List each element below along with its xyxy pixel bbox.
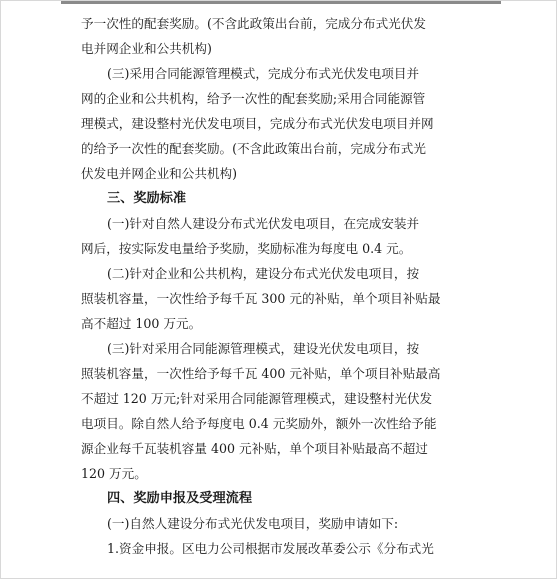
text-line: 照装机容量，一次性给予每千瓦 400 元补贴，单个项目补贴最高 xyxy=(81,366,441,381)
text-line: 电并网企业和公共机构) xyxy=(81,41,212,56)
text-line: 的给予一次性的配套奖励。(不含此政策出台前，完成分布式光 xyxy=(81,141,426,156)
text-line: (一)针对自然人建设分布式光伏发电项目，在完成安装并 xyxy=(107,216,420,231)
text-line: 网的企业和公共机构，给予一次性的配套奖励;采用合同能源管 xyxy=(81,91,426,106)
text-line: 1.资金申报。区电力公司根据市发展改革委公示《分布式光 xyxy=(107,541,434,556)
text-line: 源企业每千瓦装机容量 400 元补贴，单个项目补贴最高不超过 xyxy=(81,441,428,456)
text-line: (二)针对企业和公共机构，建设分布式光伏发电项目，按 xyxy=(107,266,420,281)
section-heading: 三、奖励标准 xyxy=(107,191,187,206)
text-line: 网后，按实际发电量给予奖励，奖励标准为每度电 0.4 元。 xyxy=(81,241,412,256)
text-line: 不超过 120 万元;针对采用合同能源管理模式，建设整村光伏发 xyxy=(81,391,433,406)
text-line: 照装机容量，一次性给予每千瓦 300 元的补贴，单个项目补贴最 xyxy=(81,291,441,306)
top-edge-rule xyxy=(61,1,501,4)
text-line: 予一次性的配套奖励。(不含此政策出台前，完成分布式光伏发 xyxy=(81,16,426,31)
text-line: 电项目。除自然人给予每度电 0.4 元奖励外，额外一次性给予能 xyxy=(81,416,437,431)
text-line: 理模式，建设整村光伏发电项目，完成分布式光伏发电项目并网 xyxy=(81,116,434,131)
text-line: 高不超过 100 万元。 xyxy=(81,316,202,331)
text-line: (一)自然人建设分布式光伏发电项目，奖励申请如下: xyxy=(107,516,399,531)
text-line: (三)采用合同能源管理模式，完成分布式光伏发电项目并 xyxy=(107,66,420,81)
text-line: 120 万元。 xyxy=(81,466,147,481)
text-line: 伏发电并网企业和公共机构) xyxy=(81,166,238,181)
section-heading: 四、奖励申报及受理流程 xyxy=(107,491,253,506)
document-body xyxy=(81,11,501,561)
text-line: (三)针对采用合同能源管理模式，建设光伏发电项目，按 xyxy=(107,341,420,356)
